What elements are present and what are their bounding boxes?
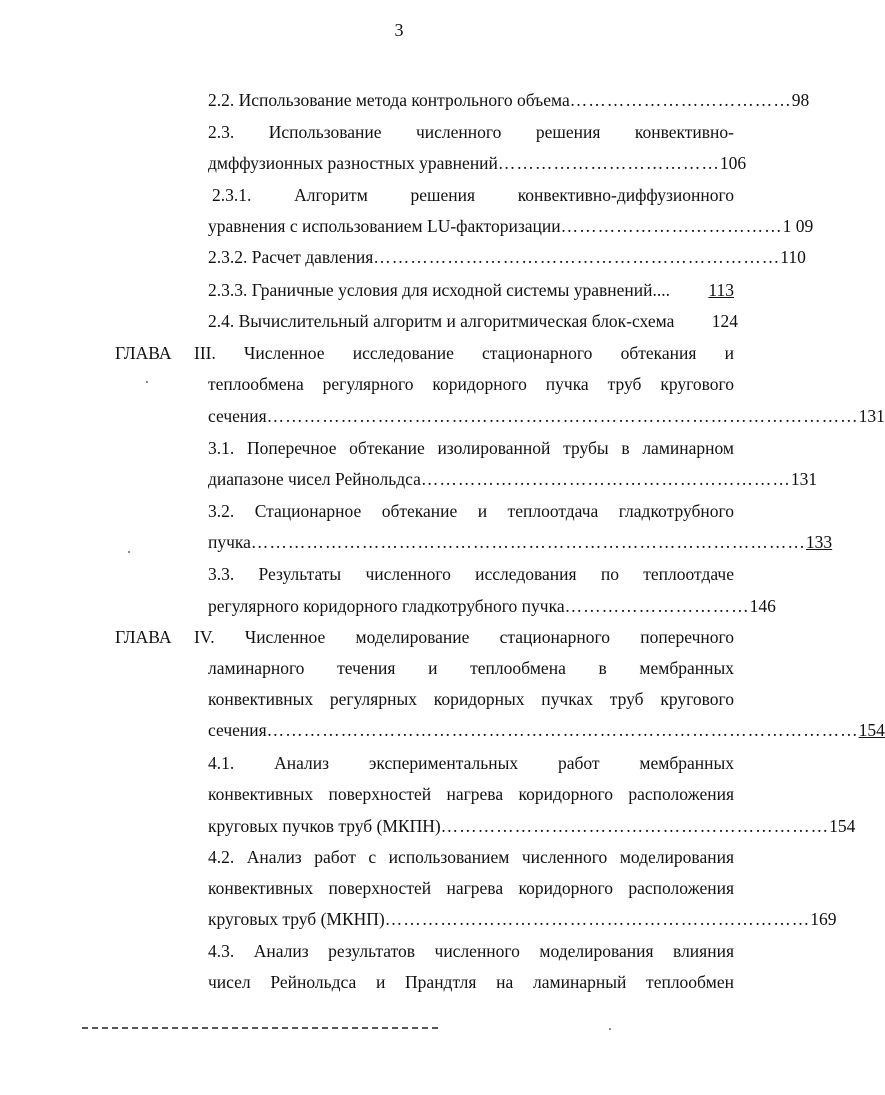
- leader-dots: ……………………………………………………: [420, 469, 791, 489]
- toc-entry-page: 98: [791, 90, 810, 110]
- page-number: 3: [394, 20, 404, 40]
- chapter-3-line2: теплообмена регулярного коридорного пучка труб кругового: [208, 374, 734, 394]
- toc-entry-title: уравнения с использованием LU-факторизации: [208, 216, 561, 236]
- chapter-3-line1: III. Численное исследование стационарного обтекания и: [194, 343, 734, 363]
- scan-speck: [146, 381, 148, 383]
- toc-entry-chapter-3[interactable]: [208, 404, 885, 428]
- scan-artifact-dashed-rule: [82, 1027, 438, 1029]
- toc-entry-title: регулярного коридорного гладкотрубного пучка: [208, 596, 565, 616]
- toc-entry-title: круговых пучков труб (МКПН): [208, 816, 441, 836]
- toc-entry-title: 2.4. Вычислительный алгоритм и алгоритмическая блок-схема: [208, 311, 675, 331]
- toc-entry-page: 131: [858, 406, 885, 426]
- toc-entry-4-3-line2: чисел Рейнольдса и Прандтля на ламинарный теплообмен: [208, 972, 734, 992]
- leader-dots: ………………………………………………………: [440, 816, 830, 836]
- toc-entry-3-2[interactable]: [208, 530, 833, 554]
- toc-entry-3-2-line1: 3.2. Стационарное обтекание и теплоотдача гладкотрубного: [208, 501, 734, 521]
- toc-entry-4-2[interactable]: [208, 907, 837, 931]
- scan-speck: [128, 551, 130, 553]
- leader-dots: …………………………: [564, 596, 750, 616]
- toc-entry-page: 146: [749, 596, 776, 616]
- toc-entry-2-3-2[interactable]: [208, 245, 806, 269]
- chapter-4-line2: ламинарного течения и теплообмена в мембранных: [208, 658, 734, 678]
- leader-dots: ………………………………: [560, 216, 783, 236]
- leader-dots: ……………………………………………………………………………………: [266, 720, 859, 740]
- leader-dots: ……………………………………………………………: [384, 909, 811, 929]
- toc-entry-2-3-3[interactable]: [208, 278, 734, 302]
- toc-entry-4-3-line1: 4.3. Анализ результатов численного моделирования влияния: [208, 941, 734, 961]
- toc-entry-4-1-line2: конвективных поверхностей нагрева коридорного расположения: [208, 784, 734, 804]
- toc-entry-2-2[interactable]: [208, 88, 810, 112]
- toc-entry-page: 154: [858, 720, 885, 740]
- toc-entry-title: дмффузионных разностных уравнений: [208, 153, 498, 173]
- leader-dots: ……………………………………………………………………………………: [266, 406, 859, 426]
- toc-entry-chapter-4[interactable]: [208, 718, 885, 742]
- toc-entry-page: 154: [829, 816, 856, 836]
- toc-entry-title: диапазоне чисел Рейнольдса: [208, 469, 421, 489]
- toc-entry-page: 133: [805, 532, 833, 552]
- toc-entry-title: круговых труб (МКНП): [208, 909, 385, 929]
- toc-entry-2-3-1-line1: 2.3.1. Алгоритм решения конвективно-диффузионного: [212, 185, 734, 205]
- toc-entry-page: 1 09: [782, 216, 814, 236]
- toc-entry-page: 113: [708, 280, 734, 300]
- chapter-4-line3: конвективных регулярных коридорных пучках труб кругового: [208, 689, 734, 709]
- toc-entry-4-1[interactable]: [208, 814, 856, 838]
- toc-entry-4-2-line1: 4.2. Анализ работ с использованием численного моделирования: [208, 847, 734, 867]
- chapter-4-label: ГЛАВА: [115, 627, 172, 647]
- toc-entry-4-2-line2: конвективных поверхностей нагрева коридорного расположения: [208, 878, 734, 898]
- leader-dots: …………………………………………………………: [373, 247, 781, 267]
- toc-entry-title: 2.3.3. Граничные условия для исходной системы уравнений....: [208, 280, 670, 300]
- chapter-4-line1: IV. Численное моделирование стационарного поперечного: [194, 627, 734, 647]
- toc-entry-2-3-line1: 2.3. Использование численного решения конвективно-: [208, 122, 734, 142]
- toc-entry-page: 106: [719, 153, 747, 173]
- toc-entry-title: сечения: [208, 720, 267, 740]
- toc-entry-title: сечения: [208, 406, 267, 426]
- toc-entry-3-1-line1: 3.1. Поперечное обтекание изолированной трубы в ламинарном: [208, 438, 734, 458]
- toc-entry-page: 131: [790, 469, 818, 489]
- toc-entry-3-3[interactable]: [208, 594, 776, 618]
- toc-entry-4-1-line1: 4.1. Анализ экспериментальных работ мембранных: [208, 753, 734, 773]
- toc-entry-2-3[interactable]: [208, 151, 747, 175]
- toc-entry-title: пучка: [208, 532, 251, 552]
- toc-entry-page: 110: [780, 247, 806, 267]
- toc-entry-2-4[interactable]: [208, 309, 738, 333]
- toc-entry-2-3-1[interactable]: [208, 214, 814, 238]
- chapter-3-label: ГЛАВА: [115, 343, 172, 363]
- toc-entry-title: 2.2. Использование метода контрольного объема: [208, 90, 570, 110]
- leader-dots: ………………………………: [569, 90, 792, 110]
- scan-speck: [609, 1028, 611, 1030]
- toc-entry-3-3-line1: 3.3. Результаты численного исследования по теплоотдаче: [208, 564, 734, 584]
- leader-dots: ………………………………………………………………………………: [250, 532, 806, 552]
- leader-dots: ………………………………: [497, 153, 720, 173]
- toc-entry-page: 169: [810, 909, 837, 929]
- toc-entry-page: 124: [711, 311, 738, 331]
- toc-entry-title: 2.3.2. Расчет давления: [208, 247, 374, 267]
- toc-entry-3-1[interactable]: [208, 467, 818, 491]
